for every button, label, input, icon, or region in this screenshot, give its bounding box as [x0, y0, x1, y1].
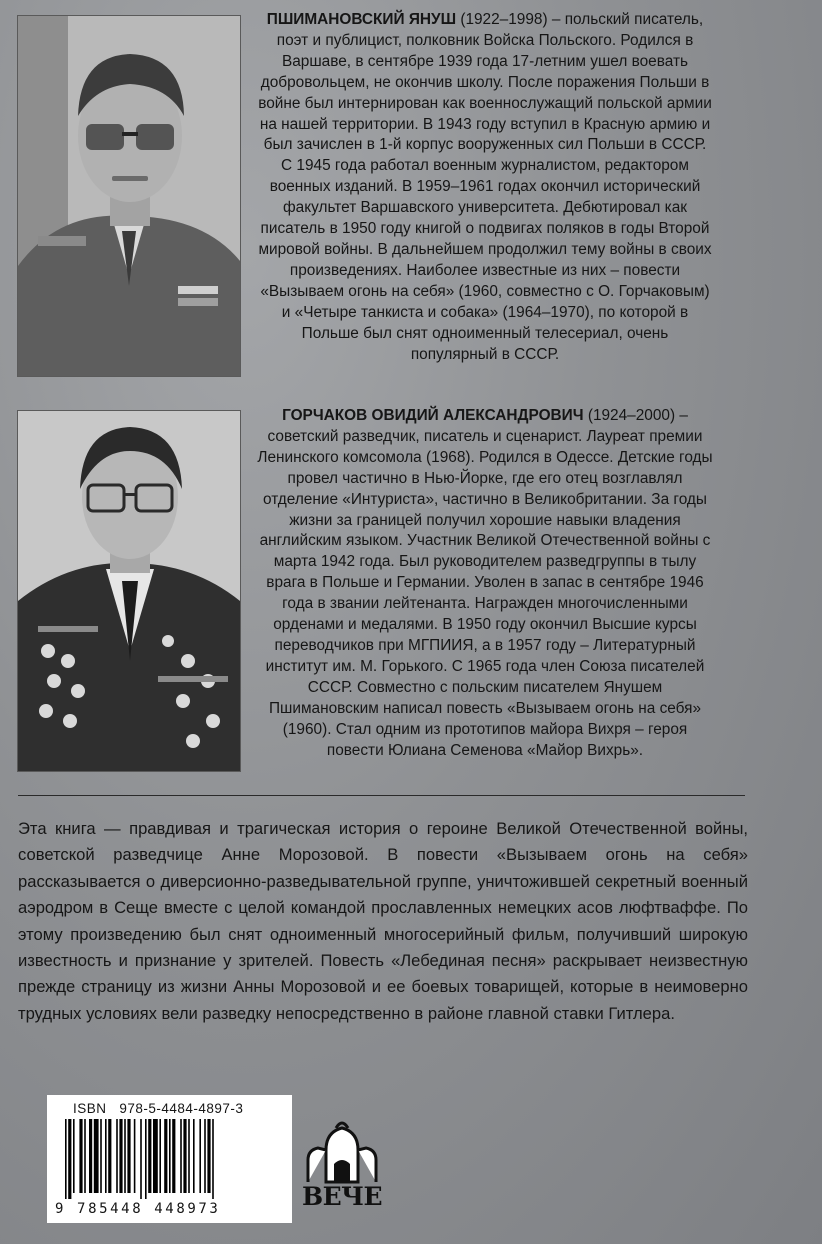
- barcode-bar: [153, 1119, 158, 1193]
- barcode-bar: [105, 1119, 107, 1193]
- author1-photo: [17, 15, 241, 377]
- barcode-bar: [134, 1119, 136, 1193]
- barcode-bar: [89, 1119, 92, 1193]
- author1-bio-text: (1922–1998) – польский писатель, поэт и публицист, полковник Войска Польского. Родился в Варшаве, в сентябре 1939 года 17-летним ушел воевать добровольцем, не окончив школу. После поражения Польши в войне был интернирован как военнослужащий польской армии на нашей территории. В 1943 году вступил в Красную армию и был зачислен в 1-й корпус вооруженных сил Польши в СССР. С 1945 года работал военным журналистом, редактором военных изданий. В 1959–1961 годах окончил исторический факультет Варшавского университета. Дебютировал как писатель в 1950 году книгой о подвигах поляков в годы Второй мировой войны. В дальнейшем продолжил тему войны в своих произведениях. Наиболее известные из них – повести «Вызываем огонь на себя» (1960, совместно с О. Горчаковым) и «Четыре танкиста и собака» (1964–1970), по которой в Польше был снят одноименный телесериал, очень популярный в СССР.: [258, 11, 712, 363]
- barcode-bar: [140, 1119, 142, 1199]
- barcode-bar: [207, 1119, 210, 1193]
- barcode-digits: 9 785448 448973: [55, 1201, 221, 1217]
- author2-photo: [17, 410, 241, 772]
- barcode-bar: [164, 1119, 167, 1193]
- isbn-label: ISBN: [73, 1101, 107, 1116]
- barcode-bar: [100, 1119, 102, 1193]
- barcode-bar: [145, 1119, 147, 1199]
- barcode-bar: [180, 1119, 182, 1193]
- section-divider: [18, 795, 745, 796]
- barcode-bar: [65, 1119, 67, 1199]
- publisher-logo: [300, 1120, 384, 1210]
- barcode-bar: [84, 1119, 86, 1193]
- barcode-icon: [65, 1119, 277, 1199]
- barcode-bar: [188, 1119, 190, 1193]
- barcode-bar: [94, 1119, 99, 1193]
- author2-bio-text: (1924–2000) – советский разведчик, писатель и сценарист. Лауреат премии Ленинского комсомола (1968). Родился в Одессе. Детские годы провел частично в Нью-Йорке, где его отец возглавлял отделение «Интуриста», частично в Великобритании. За годы жизни за границей получил хорошие навыки владения английским языком. Участник Великой Отечественной войны с марта 1942 года. Был руководителем разведгруппы в тылу врага в Польше и Германии. Уволен в запас в сентябре 1946 года в звании лейтенанта. Награжден многочисленными орденами и медалями. В 1950 году окончил Высшие курсы переводчиков при МГПИИЯ, а в 1957 году – Литературный институт им. М. Горького. С 1965 года член Союза писателей СССР. Совместно с польским писателем Янушем Пшимановским написал повесть «Вызываем огонь на себя» (1960). Стал одним из прототипов майора Вихря – героя повести Юлиана Семенова «Майор Вихрь».: [257, 407, 713, 759]
- book-summary: Эта книга — правдивая и трагическая история о героине Великой Отечественной войны, советской разведчице Анне Морозовой. В повести «Вызываем огонь на себя» рассказывается о диверсионно-разведывательной группе, уничтожившей секретный военный аэродром в Сеще вместе с целой командой прославленных немецких асов люфтваффе. По этому произведению был снят одноименный многосерийный фильм, получивший широкую известность и признание у зрителей. Повесть «Лебединая песня» раскрывает неизвестную прежде страницу из жизни Анны Морозовой и ее боевых товарищей, которые в неимоверно трудных условиях вели разведку непосредственно в районе главной ставки Гитлера.: [18, 819, 748, 1023]
- barcode-bar: [148, 1119, 151, 1193]
- barcode-bar: [212, 1119, 214, 1199]
- author2-name: ГОРЧАКОВ ОВИДИЙ АЛЕКСАНДРОВИЧ: [282, 407, 584, 424]
- barcode-bar: [127, 1119, 130, 1193]
- barcode-bar: [119, 1119, 122, 1193]
- veche-bell-icon: [300, 1120, 384, 1190]
- author1-name: ПШИМАНОВСКИЙ ЯНУШ: [266, 11, 457, 28]
- author1-bio: [257, 10, 713, 365]
- barcode-bar: [73, 1119, 75, 1193]
- barcode-bar: [108, 1119, 111, 1193]
- barcode-bar: [124, 1119, 126, 1193]
- barcode-bar: [79, 1119, 82, 1193]
- barcode-bar: [193, 1119, 195, 1193]
- barcode-bar: [204, 1119, 206, 1193]
- barcode-bar: [199, 1119, 201, 1193]
- isbn-line: [73, 1101, 243, 1116]
- author2-bio: [257, 406, 713, 761]
- barcode-bar: [172, 1119, 175, 1193]
- publisher-name: ВЕЧЕ: [301, 1182, 383, 1211]
- isbn-barcode-block: [47, 1095, 292, 1223]
- barcode-bar: [183, 1119, 186, 1193]
- barcode-bar: [169, 1119, 171, 1193]
- barcode-bar: [159, 1119, 161, 1193]
- barcode-bar: [116, 1119, 118, 1193]
- barcode-bar: [68, 1119, 71, 1199]
- isbn-number: 978-5-4484-4897-3: [119, 1101, 244, 1116]
